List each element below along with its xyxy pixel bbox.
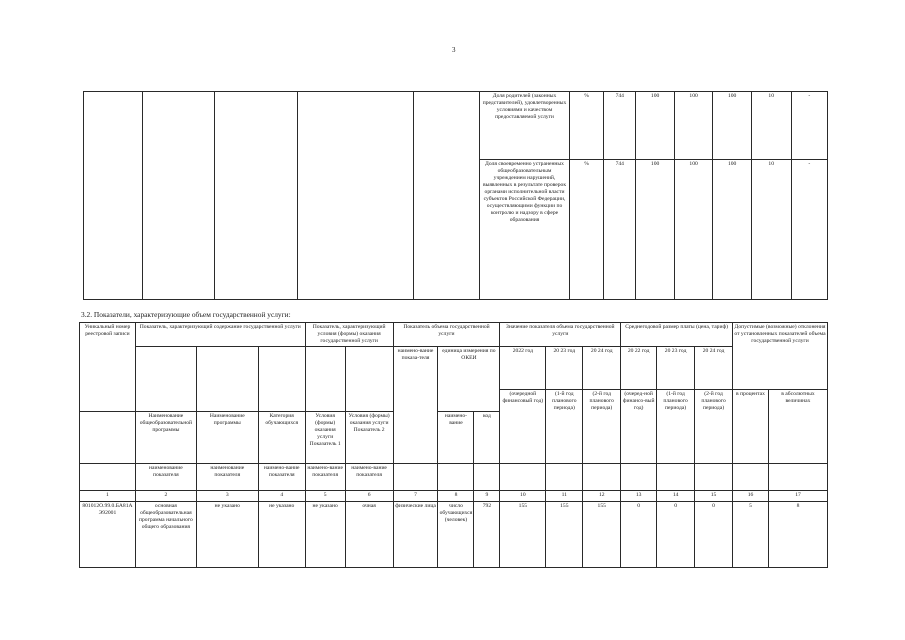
volume-indicators-table [79,322,828,568]
content-header: Показатель, характеризующий содержание государственной услуги [135,323,305,347]
value-2022: 155 [500,502,546,568]
fin-year-header: (очередной финансовый год) [500,390,546,464]
unit-name-header: наимено-вание [438,412,474,464]
unit-code-header: код [474,412,500,464]
col-number: 13 [621,491,657,502]
value-2022: 100 [636,160,675,300]
deviation-absolute: 8 [768,502,827,568]
year-2023: 20 23 год [546,347,583,390]
content-col-1 [135,347,196,412]
header-row [80,464,828,491]
page-number: 3 [452,46,456,54]
sub-header-5: наимено-вание показателя [345,464,393,491]
col-number: 3 [196,491,258,502]
col-number: 5 [305,491,345,502]
quality-indicators-table [83,91,828,300]
deviation-percent-header: в процентах [733,390,769,464]
header-row [80,323,828,347]
year-2022: 2022 год [500,347,546,390]
program-value: основная общеобразовательная программа начального общего образования [135,502,196,568]
volume-header: Показатель объема государственной услуги [393,323,500,347]
category-value: не указано [258,502,305,568]
col-number: 15 [695,491,733,502]
price-year-2022: 20 22 год [621,347,657,390]
section-title: 3.2. Показатели, характеризующие объем государственной услуги: [81,310,291,319]
deviation-percent: 10 [751,92,791,160]
okei-code: 744 [604,160,636,300]
col-number: 11 [546,491,583,502]
deviation-percent: 5 [733,502,769,568]
content-col-3 [258,347,305,412]
deviation-absolute: - [791,160,827,300]
col-number: 7 [393,491,438,502]
value-2023: 155 [546,502,583,568]
col-number: 16 [733,491,769,502]
plan1-header: (1-й год планового периода) [546,390,583,464]
value-2024: 100 [713,160,752,300]
sub-header-2: наименование показателя [196,464,258,491]
col-number: 2 [135,491,196,502]
conditions-header: Показатель, характеризующий условия (формы) оказания государственной услуги [305,323,393,347]
table-row [84,92,828,160]
price-year-2024: 20 24 год [695,347,733,390]
price-2024: 0 [695,502,733,568]
deviation-header: Допустимые (возможные) отклонения от установленных показателей объема государственной услуги [733,323,828,390]
price-plan1-header: (1-й год планового периода) [657,390,695,464]
col-number: 12 [583,491,621,502]
col-number: 1 [80,491,136,502]
category-header: Категория обучающихся [258,412,305,464]
col-number: 4 [258,491,305,502]
sub-header-3: наимено-вание показателя [258,464,305,491]
condition1-header: Условия (формы) оказания услуги Показатель 1 [305,412,345,464]
program-name-value: не указано [196,502,258,568]
column-number-row [80,491,828,502]
price-year-2023: 20 23 год [657,347,695,390]
deviation-absolute-header: в абсолютных величинах [768,390,827,464]
value-2023: 100 [674,160,713,300]
value-2022: 100 [636,92,675,160]
deviation-absolute: - [791,92,827,160]
header-row [80,347,828,390]
price-header: Среднегодовой размер платы (цена, тариф) [621,323,733,347]
unit-code-value: 792 [474,502,500,568]
year-2024: 20 24 год [583,347,621,390]
condition1-value: не указано [305,502,345,568]
conditions-col-1 [305,347,345,412]
price-fin-year-header: (очеред-ной финансо-вый год) [621,390,657,464]
col-number: 9 [474,491,500,502]
deviation-percent: 10 [751,160,791,300]
registry-number: 801012О.99.0.БА81АЭ92001 [80,502,136,568]
indicator-name: Доля родителей (законных представителей), удовлетворенных условиями и качеством предоставляемой услуги [480,92,570,160]
condition2-header: Условия (формы) оказания услуги Показатель 2 [345,412,393,464]
volume-name-header: наимено-вание показа-теля [393,347,438,464]
reg-spacer [80,412,136,464]
volume-values-header: Значение показателя объема государственной услуги [500,323,621,347]
unit: % [569,92,603,160]
program-name-header: Наименование программы [196,412,258,464]
col-number: 6 [345,491,393,502]
price-plan2-header: (2-й год планового периода) [695,390,733,464]
sub-header-1: наименование показателя [135,464,196,491]
value-2023: 100 [674,92,713,160]
col-number: 17 [768,491,827,502]
condition2-value: очная [345,502,393,568]
col-number: 10 [500,491,546,502]
content-col-2 [196,347,258,412]
col-number: 8 [438,491,474,502]
price-2023: 0 [657,502,695,568]
okei-code: 744 [604,92,636,160]
volume-name-value: физические лица [393,502,438,568]
unit: % [569,160,603,300]
indicator-name: Доля своевременно устраненных общеобразовательным учреждением нарушений, выявленных в результате проверок органами исполнительной власти субъектов Российской Федерации, осуществляющими функции по контролю и надзору в сфере образования [480,160,570,300]
conditions-col-2 [345,347,393,412]
price-2022: 0 [621,502,657,568]
plan2-header: (2-й год планового периода) [583,390,621,464]
unit-okei-header: единица измерения по ОКЕИ [438,347,500,412]
unit-name-value: число обучающихся (человек) [438,502,474,568]
program-header: Наименование общеобразовательной программы [135,412,196,464]
table-row [80,502,828,568]
reg-header: Уникальный номер реестровой записи [80,323,136,412]
value-2024: 155 [583,502,621,568]
col-number: 14 [657,491,695,502]
sub-header-4: наимено-вание показателя [305,464,345,491]
value-2024: 100 [713,92,752,160]
